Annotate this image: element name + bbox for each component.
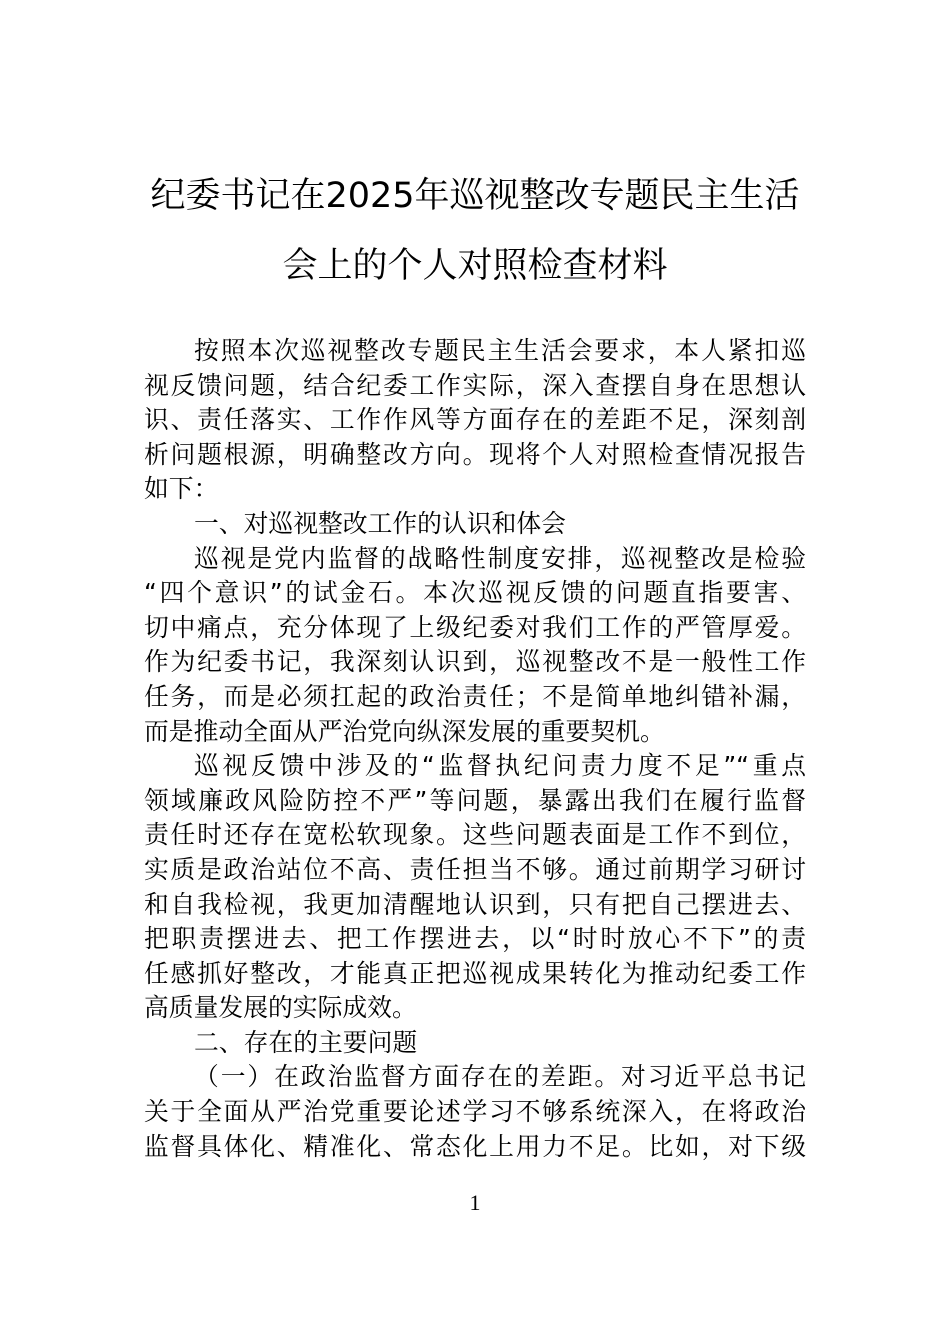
paragraph-line: 高质量发展的实际成效。 [144, 993, 417, 1023]
document-title-line-2: 会上的个人对照检查材料 [282, 246, 668, 286]
paragraph-line: 关于全面从严治党重要论述学习不够系统深入，在将政治 [144, 1097, 806, 1127]
document-body [144, 334, 806, 1164]
paragraph-line: 视反馈问题，结合纪委工作实际，深入查摆自身在思想认 [144, 370, 806, 400]
paragraph-line: （一）在政治监督方面存在的差距。对习近平总书记 [194, 1062, 806, 1092]
paragraph-line: 实质是政治站位不高、责任担当不够。通过前期学习研讨 [144, 854, 806, 884]
paragraph-line: 任务，而是必须扛起的政治责任；不是简单地纠错补漏， [144, 681, 806, 711]
paragraph-line: “四个意识”的试金石。本次巡视反馈的问题直指要害、 [144, 578, 806, 608]
paragraph-line: 和自我检视，我更加清醒地认识到，只有把自己摆进去、 [144, 889, 806, 919]
paragraph-line: 作为纪委书记，我深刻认识到，巡视整改不是一般性工作 [144, 647, 806, 677]
page-number: 1 [469, 1190, 481, 1215]
paragraph-line: 而是推动全面从严治党向纵深发展的重要契机。 [144, 716, 665, 746]
paragraph-line: 如下： [144, 474, 219, 504]
paragraph-line: 监督具体化、精准化、常态化上用力不足。比如，对下级 [144, 1131, 806, 1161]
paragraph-line: 把职责摆进去、把工作摆进去，以“时时放心不下”的责 [144, 924, 806, 954]
paragraph-line: 识、责任落实、工作作风等方面存在的差距不足，深刻剖 [144, 405, 806, 435]
paragraph-line: 析问题根源，明确整改方向。现将个人对照检查情况报告 [144, 439, 806, 469]
paragraph-line: 责任时还存在宽松软现象。这些问题表面是工作不到位， [144, 820, 806, 850]
section-heading: 一、对巡视整改工作的认识和体会 [194, 508, 566, 538]
paragraph-line: 任感抓好整改，才能真正把巡视成果转化为推动纪委工作 [144, 958, 806, 988]
section-heading: 二、存在的主要问题 [194, 1027, 418, 1057]
paragraph-line: 巡视是党内监督的战略性制度安排，巡视整改是检验 [194, 543, 806, 573]
paragraph-line: 按照本次巡视整改专题民主生活会要求，本人紧扣巡 [194, 336, 806, 365]
paragraph-line: 领域廉政风险防控不严”等问题，暴露出我们在履行监督 [144, 785, 806, 815]
paragraph-line: 切中痛点，充分体现了上级纪委对我们工作的严管厚爱。 [144, 612, 806, 642]
document-title-line-1: 纪委书记在2025年巡视整改专题民主生活 [150, 176, 800, 216]
paragraph-line: 巡视反馈中涉及的“监督执纪问责力度不足”“重点 [194, 751, 806, 781]
